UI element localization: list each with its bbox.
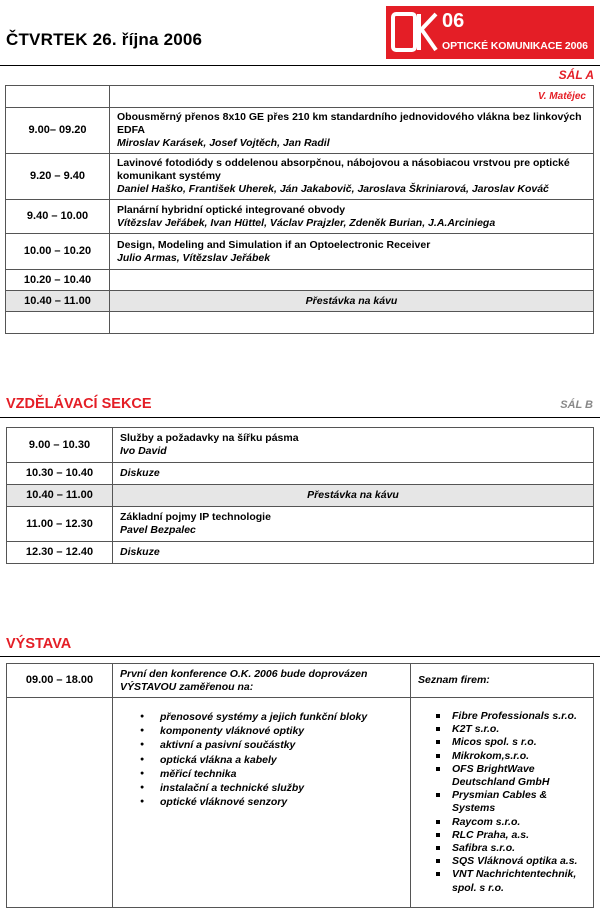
page-date: ČTVRTEK 26. října 2006: [6, 30, 203, 49]
edu-table: [6, 427, 594, 564]
talk-authors: Pavel Bezpalec: [120, 524, 196, 536]
expo-section-title: VÝSTAVA: [6, 636, 72, 652]
break-label: Přestávka na kávu: [110, 291, 594, 312]
talk-authors: Miroslav Karásek, Josef Vojtěch, Jan Radil: [117, 137, 330, 149]
talk-title: Lavinové fotodiódy s oddelenou absorpčnou, nábojovou a násobiacou vrstvou pre optické komunikant systémy: [117, 157, 570, 182]
firms-list: [436, 710, 586, 895]
talk-title: Služby a požadavky na šířku pásma: [120, 432, 299, 444]
table-row: [7, 542, 594, 564]
talk-time: 10.00 – 10.20: [6, 234, 110, 270]
talk-time: 9.40 – 10.00: [6, 200, 110, 234]
break-time: 10.40 – 11.00: [6, 291, 110, 312]
break-row: [6, 291, 594, 312]
table-row: [7, 507, 594, 542]
chair-row: [6, 86, 594, 108]
empty-row: [6, 312, 594, 334]
list-item: ● instalační a technické služby: [140, 781, 403, 795]
list-item: ● aktivní a pasivní součástky: [140, 738, 403, 752]
logo-subtitle: OPTICKÉ KOMUNIKACE 2006: [442, 40, 588, 52]
talk-time: 9.20 – 9.40: [6, 154, 110, 200]
list-item: Safibra s.r.o.: [436, 842, 586, 855]
conference-logo: [386, 6, 594, 59]
list-item: Raycom s.r.o.: [436, 816, 586, 829]
logo-number: 06: [442, 10, 465, 32]
talk-authors: Julio Armas, Vítězslav Jeřábek: [117, 251, 271, 264]
break-row: [7, 485, 594, 507]
list-item: VNT Nachrichtentechnik, spol. s r.o.: [436, 868, 586, 894]
expo-table: [6, 663, 594, 908]
talk-title: Planární hybridní optické integrované obvody: [117, 203, 346, 216]
discussion-label: Diskuze: [113, 542, 594, 564]
talk-authors: Daniel Haško, František Uherek, Ján Jakabovič, Jaroslava Škriniarová, Jaroslav Kováč: [117, 183, 549, 195]
list-item: ● optické vláknové senzory: [140, 795, 403, 809]
talk-time: 11.00 – 12.30: [7, 507, 113, 542]
list-item: SQS Vláknová optika a.s.: [436, 855, 586, 868]
exhibition-topics-list: [140, 710, 403, 809]
talk-time: 12.30 – 12.40: [7, 542, 113, 564]
talk-title: Design, Modeling and Simulation if an Optoelectronic Receiver: [117, 238, 431, 251]
list-item: RLC Praha, a.s.: [436, 829, 586, 842]
edu-divider: [0, 417, 600, 418]
list-item: ● optická vlákna a kabely: [140, 753, 403, 767]
room-label-b: SÁL B: [560, 399, 593, 411]
talk-title: Základní pojmy IP technologie: [120, 511, 271, 523]
table-row: [6, 154, 594, 200]
header-divider: [0, 65, 600, 66]
talk-authors: Vítězslav Jeřábek, Ivan Hüttel, Václav Prajzler, Zdeněk Burian, J.A.Arciniega: [117, 216, 496, 229]
talk-time: 9.00 – 10.30: [7, 428, 113, 463]
talk-time: 9.00– 09.20: [6, 108, 110, 154]
talk-time: 10.30 – 10.40: [7, 463, 113, 485]
ok-logo-icon: [386, 6, 442, 59]
expo-intro-line2: VÝSTAVOU zaměřenou na:: [120, 680, 254, 693]
list-item: Prysmian Cables & Systems: [436, 789, 586, 815]
table-row: [7, 428, 594, 463]
break-label: Přestávka na kávu: [113, 485, 594, 507]
talk-authors: Ivo David: [120, 445, 167, 457]
break-time: 10.40 – 11.00: [7, 485, 113, 507]
list-item: Fibre Professionals s.r.o.: [436, 710, 586, 723]
expo-time: 09.00 – 18.00: [7, 664, 113, 698]
list-item: K2T s.r.o.: [436, 723, 586, 736]
expo-header-row: [7, 664, 594, 698]
session-chair: V. Matějec: [538, 91, 586, 102]
list-item: ● měřicí technika: [140, 767, 403, 781]
table-row: [7, 463, 594, 485]
sal-a-table: [5, 85, 594, 334]
list-item: ● přenosové systémy a jejich funkční bloky: [140, 710, 403, 724]
expo-divider: [0, 656, 600, 657]
room-label-a: SÁL A: [558, 68, 594, 82]
list-item: ● komponenty vláknové optiky: [140, 724, 403, 738]
list-item: Micos spol. s r.o.: [436, 736, 586, 749]
table-row: [6, 200, 594, 234]
list-item: Mikrokom,s.r.o.: [436, 750, 586, 763]
table-row: [6, 234, 594, 270]
table-row: [6, 270, 594, 291]
firms-header: Seznam firem:: [411, 664, 594, 698]
edu-section-title: VZDĚLÁVACÍ SEKCE: [6, 396, 152, 412]
expo-content-row: [7, 698, 594, 908]
table-row: [6, 108, 594, 154]
list-item: OFS BrightWave Deutschland GmbH: [436, 763, 586, 789]
talk-time: 10.20 – 10.40: [6, 270, 110, 291]
discussion-label: Diskuze: [113, 463, 594, 485]
expo-intro-line1: První den konference O.K. 2006 bude doprovázen: [120, 667, 368, 680]
talk-title: Obousměrný přenos 8x10 GE přes 210 km standardního jednovidového vlákna bez linkových EDFA: [117, 111, 582, 136]
